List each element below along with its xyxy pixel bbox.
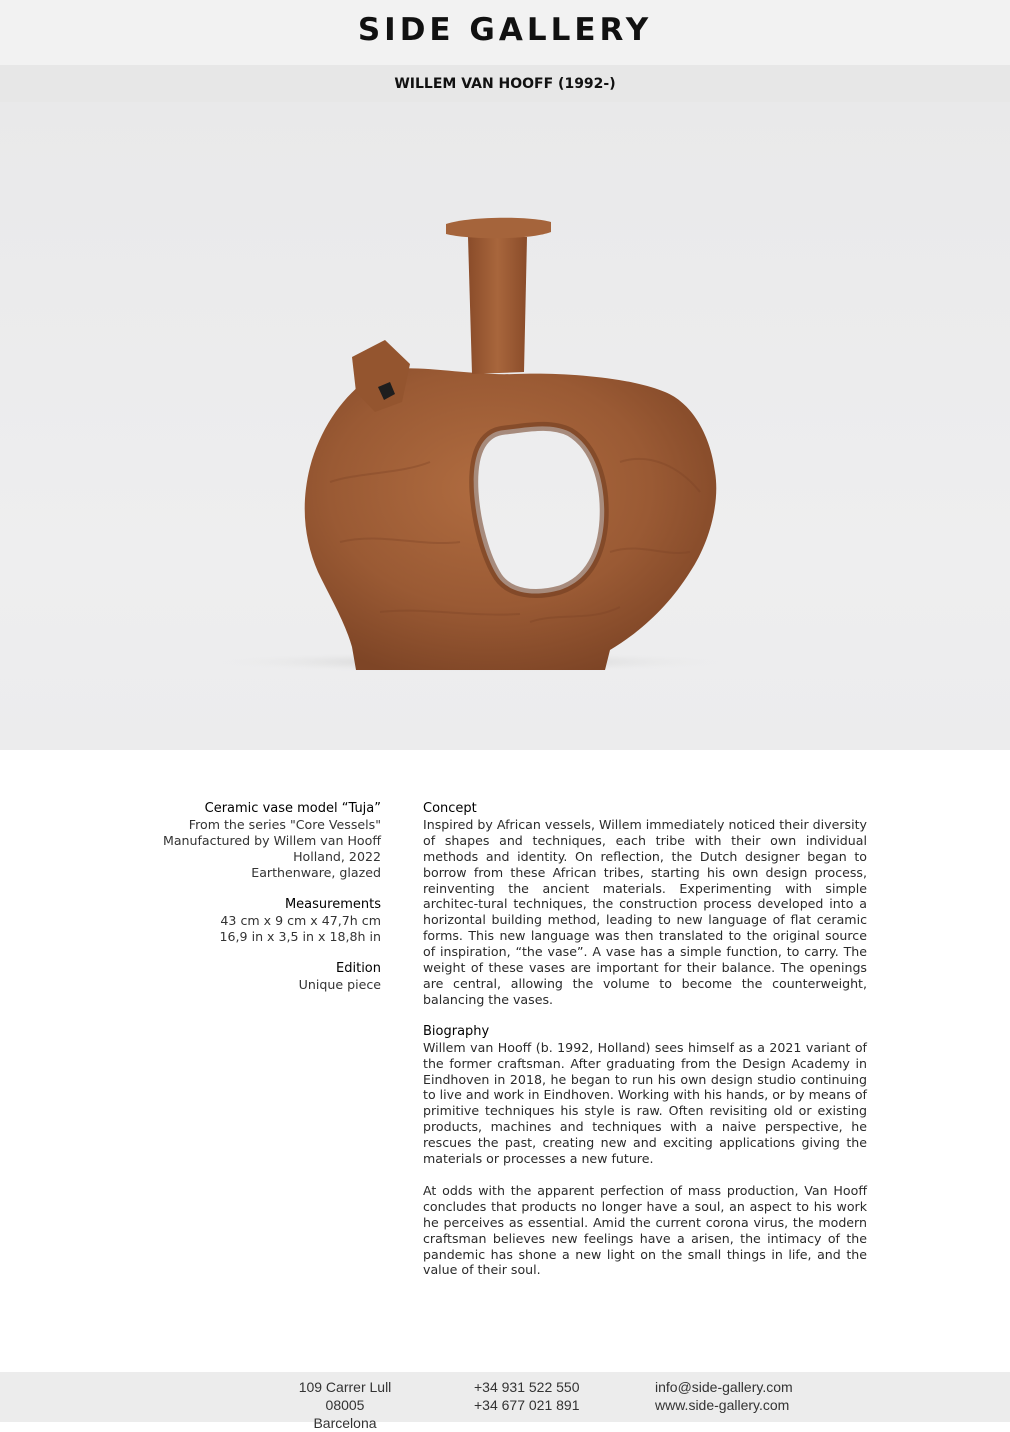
concept-heading: Concept bbox=[423, 801, 477, 816]
measurement-line: 43 cm x 9 cm x 47,7h cm bbox=[220, 913, 381, 928]
biography-paragraph: Willem van Hooff (b. 1992, Holland) sees himself as a 2021 variant of the former craftsman. After graduating from the Design Academy in Eindhoven in 2018, he began to run his own design studio continuing to live and work in Eindhoven. Working with his hands, or by means of primitive techniques his style is raw. Often revisiting old or existing products, machines and techniques with a naive perspective, he rescues the past, creating new and exciting applications giving the materials or processes a new future. bbox=[423, 1039, 867, 1167]
phone-link[interactable]: +34 931 522 550 bbox=[474, 1379, 580, 1395]
address-line: 109 Carrer Lull bbox=[298, 1379, 392, 1395]
artwork-details bbox=[120, 801, 381, 993]
email-link[interactable]: info@side-gallery.com bbox=[655, 1379, 793, 1395]
biography-heading: Biography bbox=[423, 1023, 490, 1039]
detail-line: Earthenware, glazed bbox=[251, 865, 381, 880]
vase-body bbox=[305, 368, 717, 670]
phone-link[interactable]: +34 677 021 891 bbox=[474, 1397, 580, 1413]
vase-illustration bbox=[0, 102, 1010, 750]
detail-line: Holland, 2022 bbox=[293, 849, 381, 864]
ceramic-vase-image bbox=[0, 102, 1010, 750]
footer-address bbox=[293, 1378, 397, 1432]
vase-rim bbox=[446, 218, 551, 239]
footer bbox=[0, 1372, 1010, 1431]
concept-text: Inspired by African vessels, Willem immediately noticed their diversity of shapes and techniques, each tribe with their own individual methods and identity. On reflection, the Dutch designer began to borrow from these African tribes, starting his own design process, reinventing the ancient materials. Experimenting with simple architec-tural techniques, the construction process developed into a horizontal building method, leading to new language of flat ceramic forms. This new language was then translated to the original source of inspiration, “the vase”. A vase has a simple function, to carry. The weight of these vases are important for their balance. The openings are central, allowing the volume to become the counterweight, balancing the vases. bbox=[423, 816, 867, 1007]
edition-value: Unique piece bbox=[298, 977, 381, 992]
measurement-line: 16,9 in x 3,5 in x 18,8h in bbox=[219, 929, 381, 944]
gallery-logo[interactable]: SIDE GALLERY bbox=[357, 12, 653, 48]
biography-paragraph: At odds with the apparent perfection of mass production, Van Hooff concludes that products no longer have a soul, an aspect to his work he perceives as essential. Amid the current corona virus, the modern craftsman believes new feelings have a arisen, the intimacy of the pandemic has shone a new light on the small things in life, and the value of their soul. bbox=[423, 1182, 867, 1278]
edition-heading: Edition bbox=[336, 961, 381, 976]
footer-contact bbox=[655, 1378, 793, 1414]
website-link[interactable]: www.side-gallery.com bbox=[655, 1397, 790, 1413]
address-line: 08005 Barcelona bbox=[313, 1397, 377, 1431]
measurements-heading: Measurements bbox=[284, 897, 381, 912]
artist-name: WILLEM VAN HOOFF (1992-) bbox=[394, 76, 616, 92]
footer-phones bbox=[474, 1378, 580, 1414]
vase-hole-edge bbox=[474, 426, 605, 593]
detail-line: From the series "Core Vessels" bbox=[188, 817, 381, 832]
detail-line: Manufactured by Willem van Hooff bbox=[162, 833, 381, 848]
artwork-title: Ceramic vase model “Tuja” bbox=[204, 801, 381, 816]
description bbox=[423, 801, 867, 1278]
vase-neck bbox=[468, 237, 527, 374]
